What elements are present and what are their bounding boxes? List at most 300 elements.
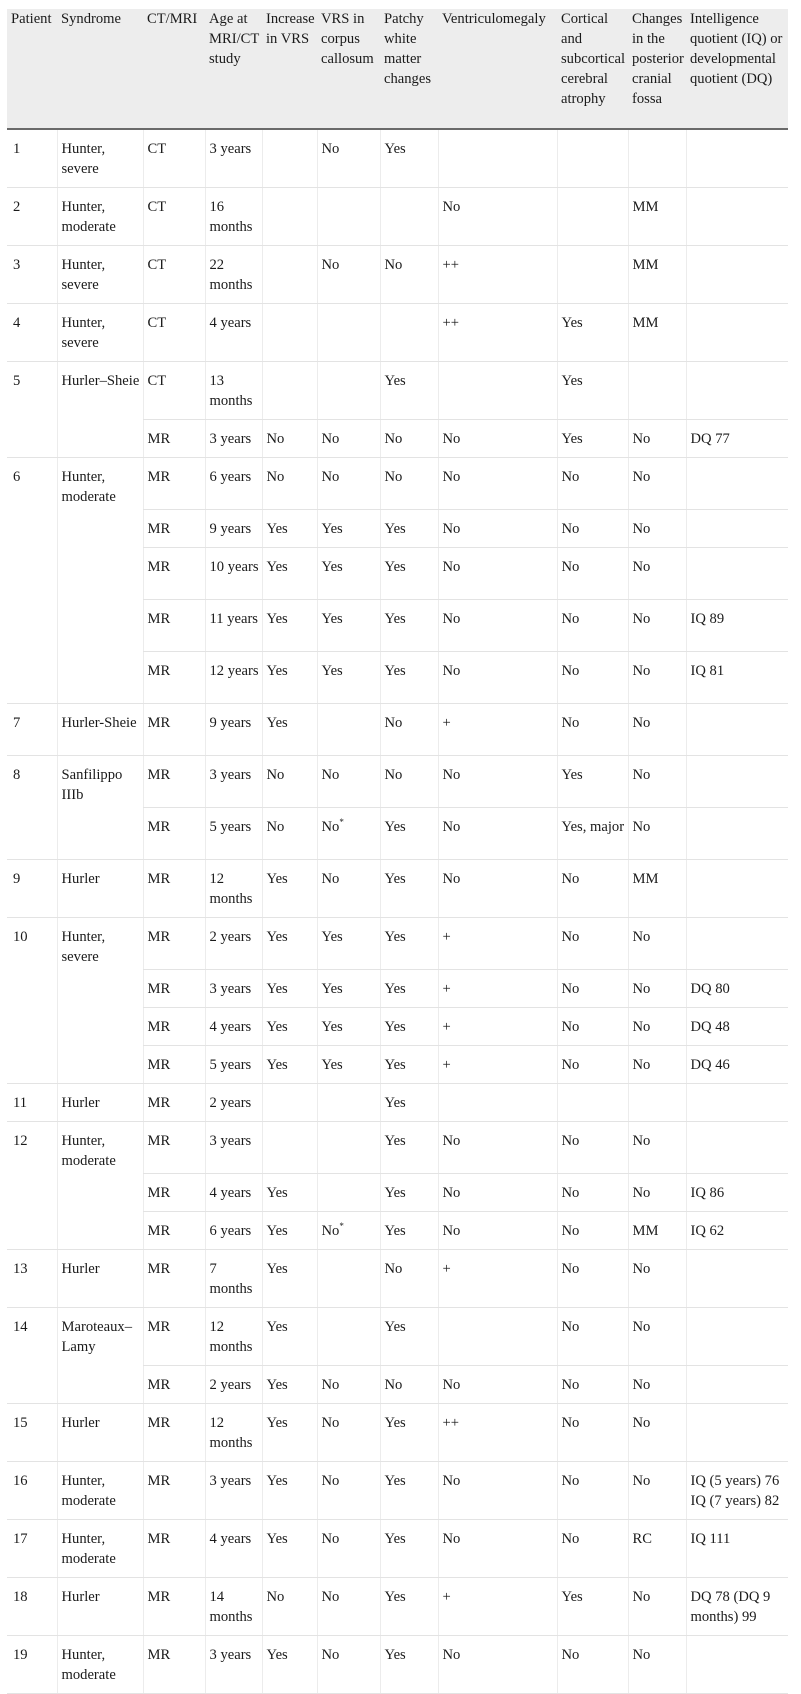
cell-posterior-fossa xyxy=(628,756,686,808)
cell-text: Yes xyxy=(561,373,583,389)
cell-ct-mri xyxy=(143,1404,205,1462)
cell-ct-mri xyxy=(143,129,205,188)
cell-increase-vrs xyxy=(262,918,317,970)
cell-increase-vrs xyxy=(262,1174,317,1212)
cell-text: No xyxy=(632,1185,651,1201)
cell-vrs-corpus-callosum xyxy=(317,1578,380,1636)
cell-cerebral-atrophy xyxy=(557,1046,628,1084)
cell-text: No xyxy=(561,871,580,887)
cell-cerebral-atrophy xyxy=(557,918,628,970)
cell-syndrome: Hunter, moderate xyxy=(57,1462,143,1520)
cell-increase-vrs xyxy=(262,1404,317,1462)
cell-text: No xyxy=(632,611,651,627)
cell-text: Yes xyxy=(266,1377,288,1393)
cell-text: No xyxy=(561,1647,580,1663)
cell-increase-vrs xyxy=(262,548,317,600)
cell-iq-dq xyxy=(686,1008,788,1046)
cell-text: No xyxy=(561,1319,580,1335)
cell-text: Yes xyxy=(266,1223,288,1239)
header-ct-mri: CT/MRI xyxy=(143,9,205,129)
cell-text: + xyxy=(442,981,451,997)
cell-text: No xyxy=(384,1261,403,1277)
cell-patchy-white-matter xyxy=(380,600,438,652)
cell-vrs-corpus-callosum xyxy=(317,1520,380,1578)
cell-text: No xyxy=(561,1531,580,1547)
cell-text: No xyxy=(561,1415,580,1431)
cell-syndrome: Hunter, moderate xyxy=(57,1636,143,1694)
cell-age xyxy=(205,188,262,246)
cell-patchy-white-matter xyxy=(380,1636,438,1694)
cell-text: + xyxy=(442,1589,451,1605)
cell-cerebral-atrophy xyxy=(557,652,628,704)
cell-text: No xyxy=(442,663,461,679)
cell-text: No xyxy=(632,469,651,485)
cell-patchy-white-matter xyxy=(380,1308,438,1366)
table-row xyxy=(7,918,788,970)
cell-vrs-corpus-callosum xyxy=(317,1404,380,1462)
cell-vrs-corpus-callosum xyxy=(317,918,380,970)
table-row xyxy=(7,458,788,510)
cell-text: 12 months xyxy=(209,1319,253,1355)
cell-text: No xyxy=(266,767,285,783)
cell-patchy-white-matter xyxy=(380,1578,438,1636)
cell-text: Yes xyxy=(321,611,343,627)
cell-posterior-fossa xyxy=(628,362,686,420)
cell-text: No xyxy=(321,141,340,157)
cell-text: No xyxy=(384,469,403,485)
table-container xyxy=(7,9,788,1683)
cell-ct-mri xyxy=(143,188,205,246)
cell-text: Yes xyxy=(266,981,288,997)
cell-syndrome: Hunter, moderate xyxy=(57,1122,143,1250)
cell-text: MR xyxy=(147,1019,171,1035)
cell-text: Yes xyxy=(321,981,343,997)
cell-text: 4 years xyxy=(209,1019,252,1035)
cell-ventriculomegaly xyxy=(438,704,557,756)
cell-cerebral-atrophy xyxy=(557,1250,628,1308)
cell-text: Yes xyxy=(321,559,343,575)
cell-text: Yes xyxy=(384,1319,406,1335)
cell-increase-vrs xyxy=(262,420,317,458)
cell-posterior-fossa xyxy=(628,1046,686,1084)
table-row xyxy=(7,860,788,918)
cell-vrs-corpus-callosum xyxy=(317,860,380,918)
header-row xyxy=(7,9,788,129)
cell-ct-mri xyxy=(143,1308,205,1366)
cell-text: No xyxy=(442,1223,461,1239)
cell-patient: 7 xyxy=(7,704,57,756)
cell-text: Yes xyxy=(266,1019,288,1035)
cell-text: 9 years xyxy=(209,715,252,731)
cell-vrs-corpus-callosum xyxy=(317,756,380,808)
cell-text: MR xyxy=(147,559,171,575)
cell-increase-vrs xyxy=(262,1084,317,1122)
cell-text: No xyxy=(442,521,461,537)
cell-text: Yes xyxy=(561,431,583,447)
cell-text: 3 years xyxy=(209,767,252,783)
cell-text: Yes xyxy=(384,929,406,945)
cell-patient: 17 xyxy=(7,1520,57,1578)
footnote-marker: * xyxy=(339,1221,344,1232)
cell-posterior-fossa xyxy=(628,704,686,756)
cell-text: MR xyxy=(147,611,171,627)
cell-vrs-corpus-callosum xyxy=(317,1174,380,1212)
table-row xyxy=(7,362,788,420)
cell-text: Yes xyxy=(384,1589,406,1605)
cell-patchy-white-matter xyxy=(380,1462,438,1520)
cell-patchy-white-matter xyxy=(380,652,438,704)
cell-cerebral-atrophy xyxy=(557,756,628,808)
cell-age xyxy=(205,420,262,458)
header-syndrome: Syndrome xyxy=(57,9,143,129)
cell-increase-vrs xyxy=(262,1636,317,1694)
cell-text: No xyxy=(442,559,461,575)
cell-iq-dq xyxy=(686,756,788,808)
cell-patchy-white-matter xyxy=(380,246,438,304)
table-row xyxy=(7,246,788,304)
cell-ct-mri xyxy=(143,548,205,600)
cell-text: No xyxy=(321,257,340,273)
cell-posterior-fossa xyxy=(628,652,686,704)
cell-patchy-white-matter xyxy=(380,1046,438,1084)
cell-age xyxy=(205,600,262,652)
cell-text: No xyxy=(561,1057,580,1073)
cell-cerebral-atrophy xyxy=(557,1122,628,1174)
cell-posterior-fossa xyxy=(628,188,686,246)
cell-iq-dq xyxy=(686,970,788,1008)
table-row xyxy=(7,1084,788,1122)
cell-patchy-white-matter xyxy=(380,1008,438,1046)
cell-text: No xyxy=(632,521,651,537)
cell-patchy-white-matter xyxy=(380,970,438,1008)
cell-syndrome: Hurler-Sheie xyxy=(57,704,143,756)
cell-text: Yes xyxy=(266,1647,288,1663)
mps-imaging-table xyxy=(7,9,788,1694)
cell-cerebral-atrophy xyxy=(557,510,628,548)
cell-syndrome: Hunter, severe xyxy=(57,918,143,1084)
cell-patient: 18 xyxy=(7,1578,57,1636)
cell-cerebral-atrophy xyxy=(557,1520,628,1578)
cell-text: RC xyxy=(632,1531,652,1547)
cell-posterior-fossa xyxy=(628,129,686,188)
cell-increase-vrs xyxy=(262,246,317,304)
cell-text: MR xyxy=(147,1261,171,1277)
cell-syndrome: Hurler–Sheie xyxy=(57,362,143,458)
cell-posterior-fossa xyxy=(628,1084,686,1122)
cell-patchy-white-matter xyxy=(380,1250,438,1308)
cell-text: No xyxy=(321,469,340,485)
cell-text: 14 months xyxy=(209,1589,253,1625)
cell-text: No xyxy=(442,469,461,485)
cell-text: Yes xyxy=(266,611,288,627)
cell-text: No xyxy=(561,1133,580,1149)
cell-ct-mri xyxy=(143,756,205,808)
cell-ventriculomegaly xyxy=(438,1174,557,1212)
cell-text: No xyxy=(384,431,403,447)
cell-text: Yes xyxy=(384,981,406,997)
cell-text: No xyxy=(442,1377,461,1393)
cell-text: Yes xyxy=(266,1185,288,1201)
cell-increase-vrs xyxy=(262,129,317,188)
cell-posterior-fossa xyxy=(628,970,686,1008)
cell-text: No xyxy=(384,257,403,273)
cell-text: No xyxy=(561,611,580,627)
cell-iq-dq xyxy=(686,1404,788,1462)
cell-text: Yes xyxy=(266,715,288,731)
cell-ventriculomegaly xyxy=(438,600,557,652)
cell-text: 4 years xyxy=(209,315,252,331)
table-row xyxy=(7,1520,788,1578)
cell-text: CT xyxy=(147,315,167,331)
cell-vrs-corpus-callosum xyxy=(317,362,380,420)
cell-ventriculomegaly xyxy=(438,1462,557,1520)
cell-text: Yes xyxy=(384,611,406,627)
cell-ventriculomegaly xyxy=(438,1404,557,1462)
cell-vrs-corpus-callosum xyxy=(317,510,380,548)
cell-ct-mri xyxy=(143,1636,205,1694)
cell-text: IQ 111 xyxy=(690,1531,731,1547)
cell-cerebral-atrophy xyxy=(557,970,628,1008)
cell-ventriculomegaly xyxy=(438,246,557,304)
cell-text: Yes xyxy=(266,663,288,679)
cell-text: Yes xyxy=(266,1415,288,1431)
cell-patient: 19 xyxy=(7,1636,57,1694)
cell-syndrome: Hunter, moderate xyxy=(57,188,143,246)
cell-text: Yes xyxy=(384,521,406,537)
cell-iq-dq xyxy=(686,362,788,420)
cell-text: MR xyxy=(147,1319,171,1335)
cell-syndrome: Hurler xyxy=(57,1084,143,1122)
cell-text: MR xyxy=(147,871,171,887)
cell-ct-mri xyxy=(143,362,205,420)
table-row xyxy=(7,704,788,756)
table-row xyxy=(7,1462,788,1520)
cell-text: Yes, major xyxy=(561,819,625,835)
cell-syndrome: Hunter, severe xyxy=(57,304,143,362)
cell-text: Yes xyxy=(384,141,406,157)
cell-text: No xyxy=(442,611,461,627)
cell-text: No xyxy=(561,663,580,679)
cell-iq-dq xyxy=(686,1578,788,1636)
cell-text: No xyxy=(632,715,651,731)
cell-text: No xyxy=(632,929,651,945)
cell-increase-vrs xyxy=(262,600,317,652)
cell-text: Yes xyxy=(321,521,343,537)
cell-patchy-white-matter xyxy=(380,918,438,970)
cell-iq-dq xyxy=(686,1520,788,1578)
cell-patchy-white-matter xyxy=(380,1404,438,1462)
cell-posterior-fossa xyxy=(628,1636,686,1694)
cell-vrs-corpus-callosum xyxy=(317,1212,380,1250)
cell-vrs-corpus-callosum xyxy=(317,1008,380,1046)
cell-age xyxy=(205,808,262,860)
cell-posterior-fossa xyxy=(628,1212,686,1250)
cell-patchy-white-matter xyxy=(380,1520,438,1578)
cell-age xyxy=(205,1308,262,1366)
cell-ventriculomegaly xyxy=(438,808,557,860)
cell-age xyxy=(205,1636,262,1694)
cell-patient: 5 xyxy=(7,362,57,458)
cell-iq-dq xyxy=(686,510,788,548)
cell-text: CT xyxy=(147,373,167,389)
cell-text: Yes xyxy=(321,1019,343,1035)
cell-text: MR xyxy=(147,981,171,997)
cell-ventriculomegaly xyxy=(438,1250,557,1308)
cell-text: MR xyxy=(147,1473,171,1489)
cell-text: Yes xyxy=(321,1057,343,1073)
cell-patchy-white-matter xyxy=(380,129,438,188)
cell-syndrome: Hunter, moderate xyxy=(57,1520,143,1578)
cell-vrs-corpus-callosum xyxy=(317,458,380,510)
table-row xyxy=(7,1122,788,1174)
cell-posterior-fossa xyxy=(628,1308,686,1366)
cell-increase-vrs xyxy=(262,808,317,860)
cell-age xyxy=(205,129,262,188)
cell-ventriculomegaly xyxy=(438,510,557,548)
cell-vrs-corpus-callosum xyxy=(317,1636,380,1694)
cell-increase-vrs xyxy=(262,756,317,808)
cell-age xyxy=(205,1578,262,1636)
cell-cerebral-atrophy xyxy=(557,246,628,304)
cell-ventriculomegaly xyxy=(438,304,557,362)
cell-vrs-corpus-callosum xyxy=(317,970,380,1008)
table-body xyxy=(7,129,788,1694)
cell-cerebral-atrophy xyxy=(557,1462,628,1520)
cell-text: + xyxy=(442,1261,451,1277)
cell-iq-dq xyxy=(686,548,788,600)
cell-text: No xyxy=(442,199,461,215)
cell-ct-mri xyxy=(143,1084,205,1122)
cell-text: Yes xyxy=(321,929,343,945)
cell-iq-dq xyxy=(686,304,788,362)
cell-posterior-fossa xyxy=(628,420,686,458)
cell-cerebral-atrophy xyxy=(557,1404,628,1462)
cell-text: DQ 46 xyxy=(690,1057,730,1073)
cell-text: No xyxy=(442,1473,461,1489)
cell-text: No xyxy=(561,1261,580,1277)
cell-patchy-white-matter xyxy=(380,458,438,510)
cell-text: 2 years xyxy=(209,1095,252,1111)
cell-text: Yes xyxy=(266,1057,288,1073)
cell-patchy-white-matter xyxy=(380,1122,438,1174)
cell-text: No xyxy=(632,1589,651,1605)
cell-text: No xyxy=(321,819,340,835)
cell-patchy-white-matter xyxy=(380,756,438,808)
table-header xyxy=(7,9,788,129)
cell-text: No xyxy=(442,1133,461,1149)
cell-text: MM xyxy=(632,1223,659,1239)
cell-text: 12 months xyxy=(209,1415,253,1451)
cell-ventriculomegaly xyxy=(438,362,557,420)
cell-vrs-corpus-callosum xyxy=(317,704,380,756)
cell-patient: 8 xyxy=(7,756,57,860)
cell-ct-mri xyxy=(143,808,205,860)
cell-text: No xyxy=(632,981,651,997)
cell-text: No xyxy=(561,469,580,485)
cell-syndrome: Maroteaux–Lamy xyxy=(57,1308,143,1404)
cell-text: CT xyxy=(147,199,167,215)
cell-text: IQ 89 xyxy=(690,611,725,627)
cell-age xyxy=(205,1462,262,1520)
cell-iq-dq xyxy=(686,188,788,246)
cell-age xyxy=(205,362,262,420)
cell-ventriculomegaly xyxy=(438,1308,557,1366)
cell-text: Yes xyxy=(384,871,406,887)
cell-vrs-corpus-callosum xyxy=(317,548,380,600)
cell-text: No xyxy=(321,1473,340,1489)
header-age: Age at MRI/CT study xyxy=(205,9,262,129)
cell-syndrome: Hunter, moderate xyxy=(57,458,143,704)
cell-ventriculomegaly xyxy=(438,1366,557,1404)
cell-text: ++ xyxy=(442,1415,459,1431)
cell-text: 2 years xyxy=(209,1377,252,1393)
cell-vrs-corpus-callosum xyxy=(317,1462,380,1520)
cell-increase-vrs xyxy=(262,1046,317,1084)
cell-age xyxy=(205,1084,262,1122)
cell-iq-dq xyxy=(686,1174,788,1212)
cell-iq-dq xyxy=(686,420,788,458)
cell-posterior-fossa xyxy=(628,1008,686,1046)
cell-age xyxy=(205,970,262,1008)
cell-text: Yes xyxy=(384,1133,406,1149)
cell-ventriculomegaly xyxy=(438,1046,557,1084)
cell-age xyxy=(205,510,262,548)
cell-text: MR xyxy=(147,469,171,485)
cell-patient: 14 xyxy=(7,1308,57,1404)
cell-posterior-fossa xyxy=(628,1462,686,1520)
cell-text: No xyxy=(632,1377,651,1393)
cell-increase-vrs xyxy=(262,1122,317,1174)
cell-iq-dq xyxy=(686,1122,788,1174)
cell-text: 3 years xyxy=(209,1473,252,1489)
cell-text: MR xyxy=(147,1531,171,1547)
table-row xyxy=(7,1578,788,1636)
cell-text: MR xyxy=(147,1647,171,1663)
cell-vrs-corpus-callosum xyxy=(317,1366,380,1404)
cell-ventriculomegaly xyxy=(438,756,557,808)
cell-text: No xyxy=(632,1261,651,1277)
cell-iq-dq xyxy=(686,1308,788,1366)
cell-text: DQ 48 xyxy=(690,1019,730,1035)
cell-posterior-fossa xyxy=(628,246,686,304)
cell-text: No xyxy=(321,1531,340,1547)
cell-age xyxy=(205,304,262,362)
cell-increase-vrs xyxy=(262,1212,317,1250)
cell-text: No xyxy=(321,1223,340,1239)
cell-text: Yes xyxy=(266,1319,288,1335)
cell-cerebral-atrophy xyxy=(557,860,628,918)
cell-text: No xyxy=(632,1019,651,1035)
cell-ct-mri xyxy=(143,970,205,1008)
cell-age xyxy=(205,1212,262,1250)
cell-text: IQ 81 xyxy=(690,663,725,679)
table-row xyxy=(7,756,788,808)
cell-text: Yes xyxy=(384,1223,406,1239)
cell-text: MM xyxy=(632,257,659,273)
cell-increase-vrs xyxy=(262,1250,317,1308)
cell-text: No xyxy=(561,521,580,537)
cell-text: 11 years xyxy=(209,611,258,627)
cell-text: Yes xyxy=(384,373,406,389)
cell-ct-mri xyxy=(143,600,205,652)
cell-text: No xyxy=(442,767,461,783)
cell-iq-dq xyxy=(686,1212,788,1250)
cell-vrs-corpus-callosum xyxy=(317,808,380,860)
cell-text: No xyxy=(384,1377,403,1393)
cell-posterior-fossa xyxy=(628,1250,686,1308)
cell-syndrome: Hunter, severe xyxy=(57,129,143,188)
cell-posterior-fossa xyxy=(628,600,686,652)
